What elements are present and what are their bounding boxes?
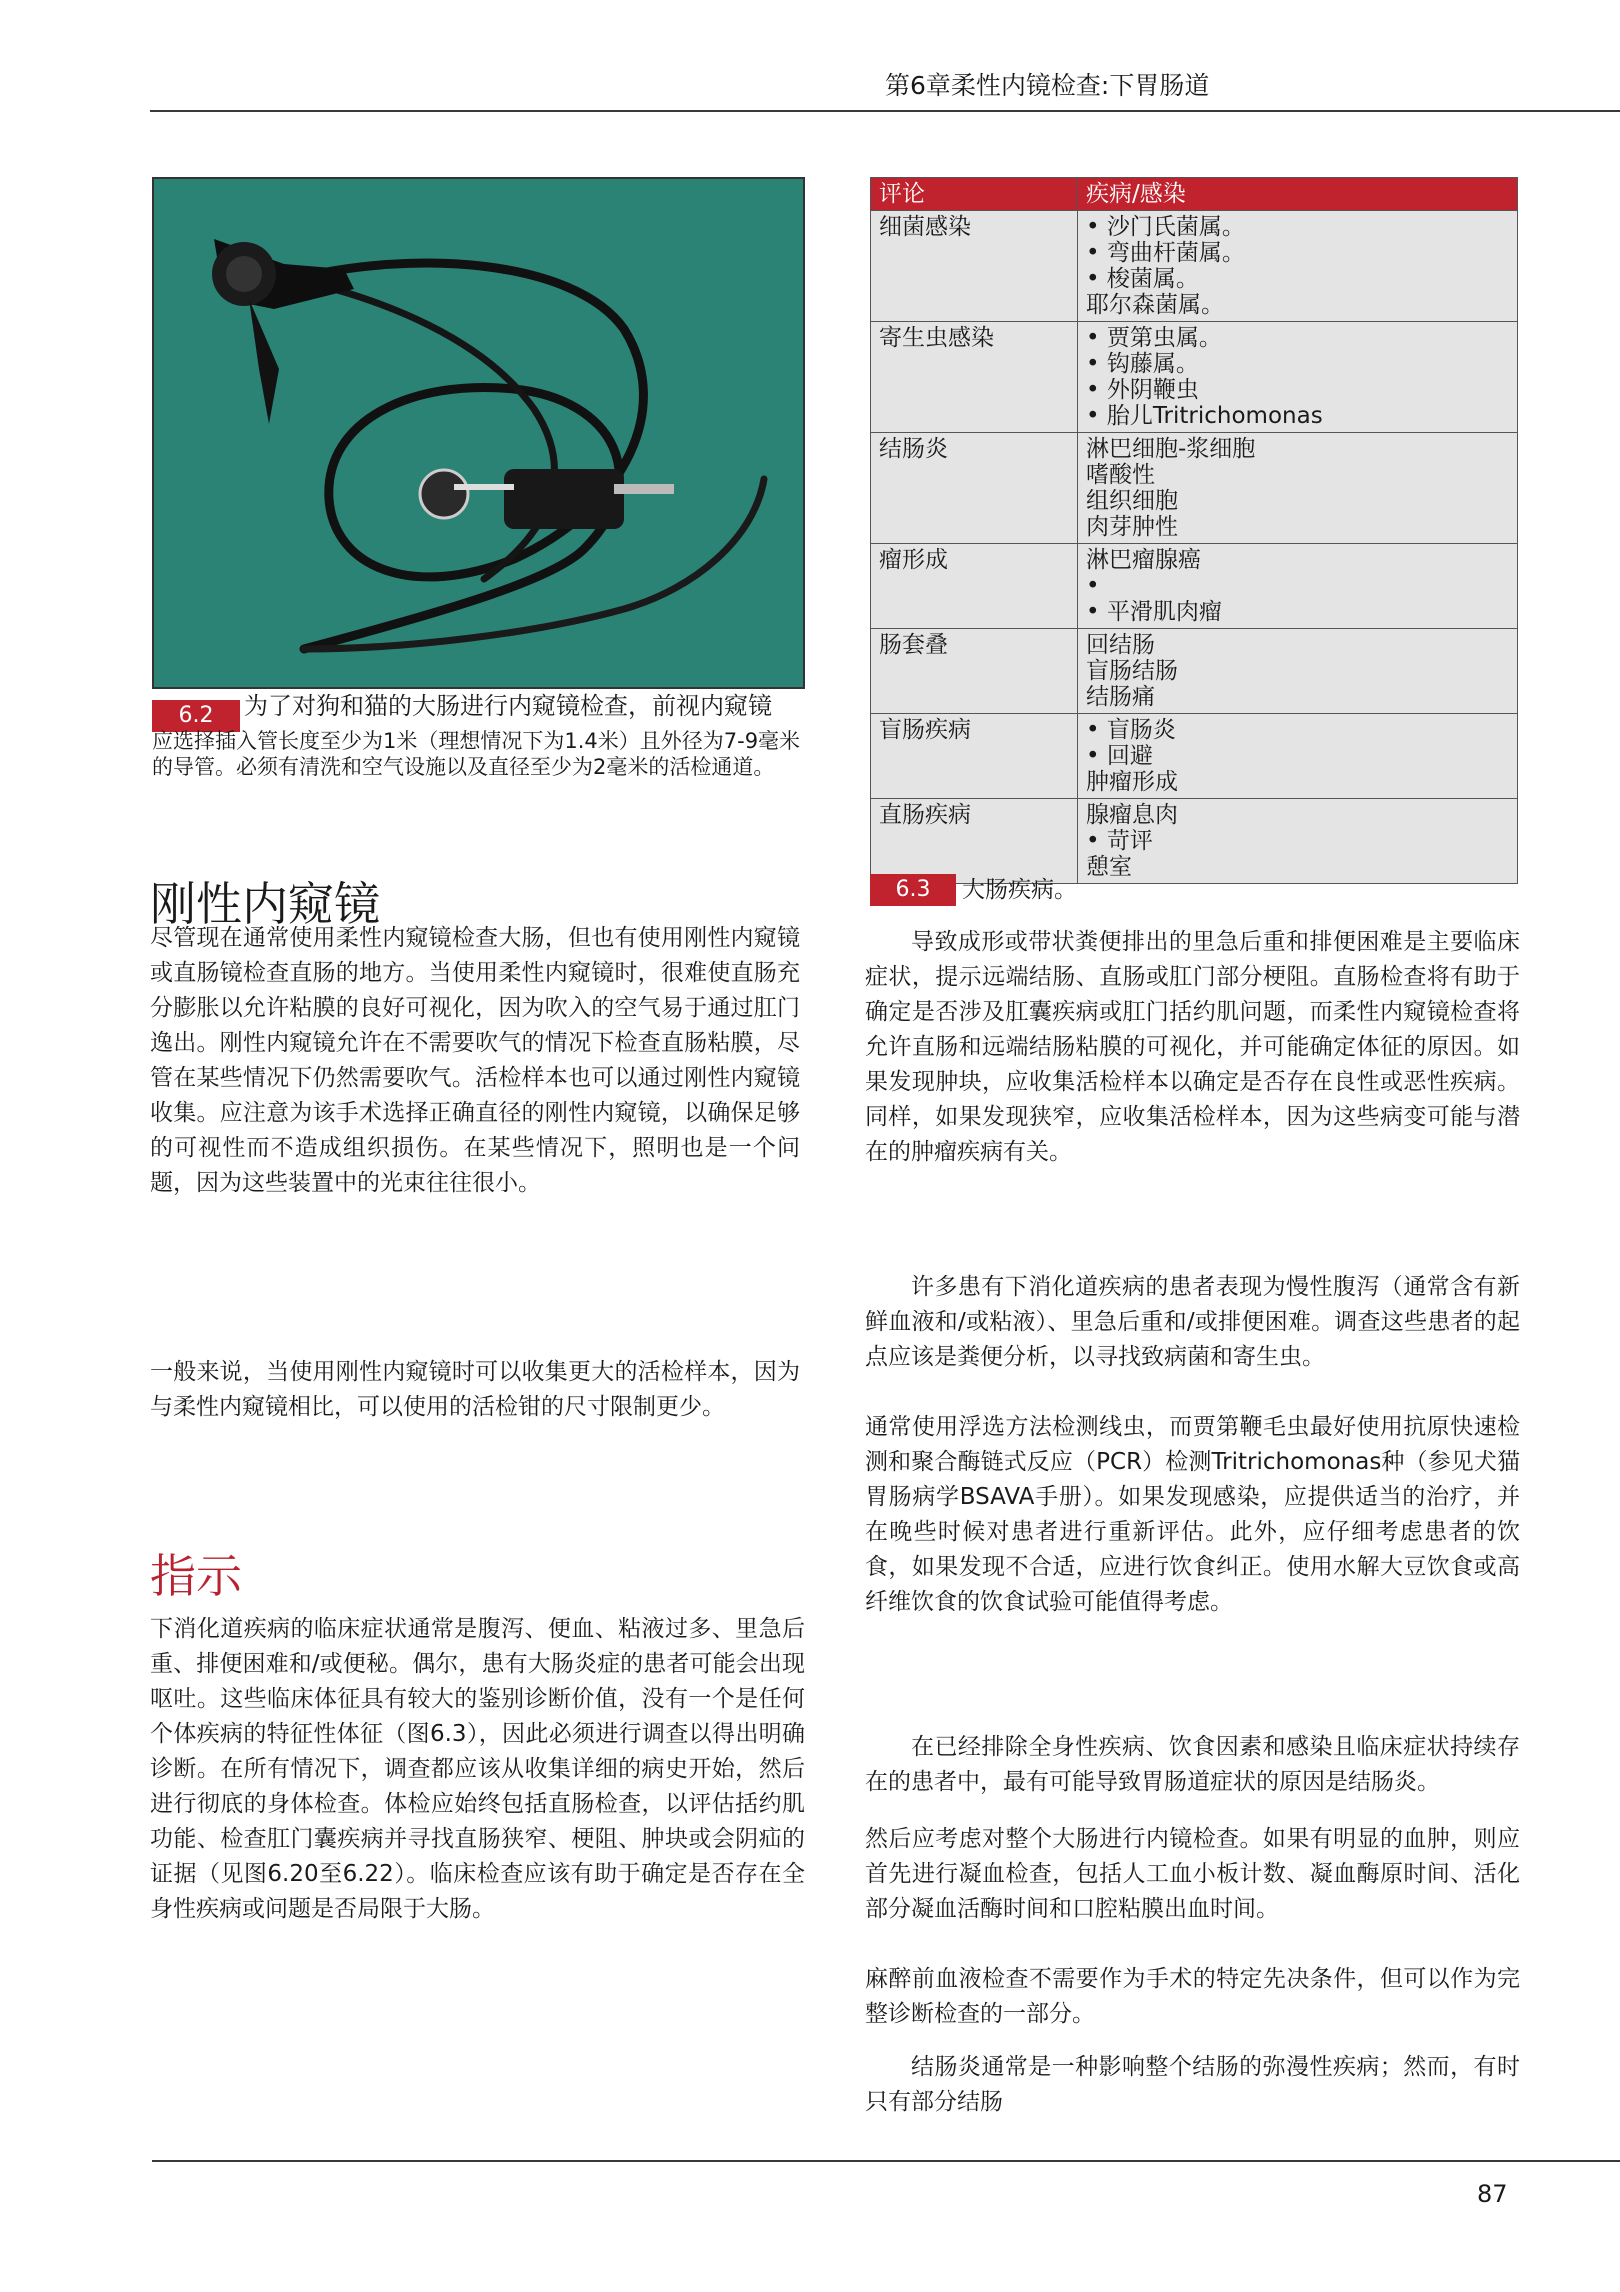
table-item: • 贾第虫属。 <box>1086 325 1222 351</box>
indications-paragraph: 下消化道疾病的临床症状通常是腹泻、便血、粘液过多、里急后重、排便困难和/或便秘。偶尔，患有大肠炎症的患者可能会出现呕吐。这些临床体征具有较大的鉴别诊断价值，没有一个是任何个体疾病的特征性体征（图6.3），因此必须进行调查以得出明确诊断。在所有情况下，调查都应该从收集详细的病史开始，然后进行彻底的身体检查。体检应始终包括直肠检查，以评估括约肌功能、检查肛门囊疾病并寻找直肠狭窄、梗阻、肿块或会阴疝的证据（见图6.20至6.22）。临床检查应该有助于确定是否存在全身性疾病或问题是否局限于大肠。 <box>150 1616 805 1922</box>
table-cell-category: 直肠疾病 <box>871 799 1078 884</box>
table-cell-items <box>1078 799 1518 884</box>
anesthesia-blood-test-paragraph: 麻醉前血液检查不需要作为手术的特定先决条件，但可以作为完整诊断检查的一部分。 <box>865 1966 1520 2027</box>
table-6-3-label: 6.3 <box>870 874 956 906</box>
table-item: 淋巴瘤腺癌 <box>1086 547 1201 573</box>
table-item: • 沙门氏菌属。 <box>1086 214 1245 240</box>
header-rule <box>150 110 1620 112</box>
table-item: 结肠痛 <box>1086 684 1155 710</box>
parasite-testing-paragraph: 通常使用浮选方法检测线虫，而贾第鞭毛虫最好使用抗原快速检测和聚合酶链式反应（PCR）检测Tritrichomonas种（参见犬猫胃肠病学BSAVA手册）。如果发现感染，应提供适当的治疗，并在晚些时候对患者进行重新评估。此外，应仔细考虑患者的饮食，如果发现不合适，应进行饮食纠正。使用水解大豆饮食或高纤维饮食的饮食试验可能值得考虑。 <box>865 1414 1520 1615</box>
figure-6-2-caption-first-line: 为了对狗和猫的大肠进行内窥镜检查，前视内窥镜 <box>244 692 772 720</box>
table-item: 肉芽肿性 <box>1086 514 1178 540</box>
table-cell-items <box>1078 433 1518 544</box>
table-item: 组织细胞 <box>1086 488 1178 514</box>
table-item: 憩室 <box>1086 854 1132 880</box>
table-item: 肿瘤形成 <box>1086 769 1178 795</box>
table-item: • 梭菌属。 <box>1086 266 1199 292</box>
table-item: 淋巴细胞-浆细胞 <box>1086 436 1256 462</box>
table-header-row <box>871 178 1518 211</box>
table-row <box>871 322 1518 433</box>
table-cell-items <box>1078 629 1518 714</box>
table-item: • 回避 <box>1086 743 1153 769</box>
figure-6-2-label: 6.2 <box>152 700 240 732</box>
table-item: • 盲肠炎 <box>1086 717 1176 743</box>
table-row <box>871 799 1518 884</box>
table-item: • 钩藤属。 <box>1086 351 1199 377</box>
chronic-diarrhea-paragraph: 许多患有下消化道疾病的患者表现为慢性腹泻（通常含有新鲜血液和/或粘液）、里急后重和/或排便困难。调查这些患者的起点应该是粪便分析，以寻找致病菌和寄生虫。 <box>865 1274 1520 1370</box>
table-cell-category: 结肠炎 <box>871 433 1078 544</box>
rigid-endoscope-paragraph: 尽管现在通常使用柔性内窥镜检查大肠，但也有使用刚性内窥镜或直肠镜检查直肠的地方。当使用柔性内窥镜时，很难使直肠充分膨胀以允许粘膜的良好可视化，因为吹入的空气易于通过肛门逸出。刚性内窥镜允许在不需要吹气的情况下检查直肠粘膜，尽管在某些情况下仍然需要吹气。活检样本也可以通过刚性内窥镜收集。应注意为该手术选择正确直径的刚性内窥镜，以确保足够的可视性而不造成组织损伤。在某些情况下，照明也是一个问题，因为这些装置中的光束往往很小。 <box>150 925 800 1196</box>
indications-heading: 指示 <box>150 1549 242 1603</box>
page-number: 87 <box>1477 2180 1508 2208</box>
table-item: • 胎儿Tritrichomonas <box>1086 403 1323 429</box>
coagulation-paragraph: 然后应考虑对整个大肠进行内镜检查。如果有明显的血肿，则应首先进行凝血检查，包括人工血小板计数、凝血酶原时间、活化部分凝血活酶时间和口腔粘膜出血时间。 <box>865 1826 1520 1922</box>
table-item: • 外阴鞭虫 <box>1086 377 1199 403</box>
table-cell-items <box>1078 211 1518 322</box>
table-cell-items <box>1078 544 1518 629</box>
table-row <box>871 211 1518 322</box>
obstruction-paragraph: 导致成形或带状粪便排出的里急后重和排便困难是主要临床症状，提示远端结肠、直肠或肛门部分梗阻。直肠检查将有助于确定是否涉及肛囊疾病或肛门括约肌问题，而柔性内窥镜检查将允许直肠和远端结肠粘膜的可视化，并可能确定体征的原因。如果发现肿块，应收集活检样本以确定是否存在良性或恶性疾病。同样，如果发现狭窄，应收集活检样本，因为这些病变可能与潜在的肿瘤疾病有关。 <box>865 929 1520 1165</box>
table-item: 嗜酸性 <box>1086 462 1155 488</box>
colitis-cause-paragraph: 在已经排除全身性疾病、饮食因素和感染且临床症状持续存在的患者中，最有可能导致胃肠道症状的原因是结肠炎。 <box>865 1734 1520 1795</box>
table-cell-category: 细菌感染 <box>871 211 1078 322</box>
table-item: • <box>1086 573 1100 599</box>
large-intestine-disease-table <box>870 177 1518 884</box>
endoscope-photo <box>152 177 805 689</box>
table-cell-category: 寄生虫感染 <box>871 322 1078 433</box>
table-cell-items <box>1078 714 1518 799</box>
table-cell-items <box>1078 322 1518 433</box>
table-row <box>871 629 1518 714</box>
footer-rule <box>152 2160 1620 2162</box>
table-header-comment: 评论 <box>871 178 1078 211</box>
table-item: • 弯曲杆菌属。 <box>1086 240 1245 266</box>
table-row <box>871 544 1518 629</box>
table-row <box>871 714 1518 799</box>
table-cell-category: 瘤形成 <box>871 544 1078 629</box>
table-cell-category: 盲肠疾病 <box>871 714 1078 799</box>
rigid-biopsy-paragraph: 一般来说，当使用刚性内窥镜时可以收集更大的活检样本，因为与柔性内窥镜相比，可以使用的活检钳的尺寸限制更少。 <box>150 1359 800 1420</box>
table-item: 回结肠 <box>1086 632 1155 658</box>
table-item: 腺瘤息肉 <box>1086 802 1178 828</box>
figure-6-2-caption: 应选择插入管长度至少为1米（理想情况下为1.4米）且外径为7-9毫米的导管。必须有清洗和空气设施以及直径至少为2毫米的活检通道。 <box>152 729 801 779</box>
rigid-endoscope-heading: 刚性内窥镜 <box>150 877 380 931</box>
table-item: 盲肠结肠 <box>1086 658 1178 684</box>
chapter-header-title: 第6章柔性内镜检查:下胃肠道 <box>885 71 1210 100</box>
table-item: • 平滑肌肉瘤 <box>1086 599 1222 625</box>
table-cell-category: 肠套叠 <box>871 629 1078 714</box>
table-item: • 苛评 <box>1086 828 1153 854</box>
table-header-disease: 疾病/感染 <box>1078 178 1518 211</box>
table-6-3-caption: 大肠疾病。 <box>962 877 1077 903</box>
table-item: 耶尔森菌属。 <box>1086 292 1224 318</box>
endoscope-illustration <box>154 179 803 687</box>
table-row <box>871 433 1518 544</box>
colitis-diffuse-paragraph: 结肠炎通常是一种影响整个结肠的弥漫性疾病；然而，有时只有部分结肠 <box>865 2054 1520 2115</box>
